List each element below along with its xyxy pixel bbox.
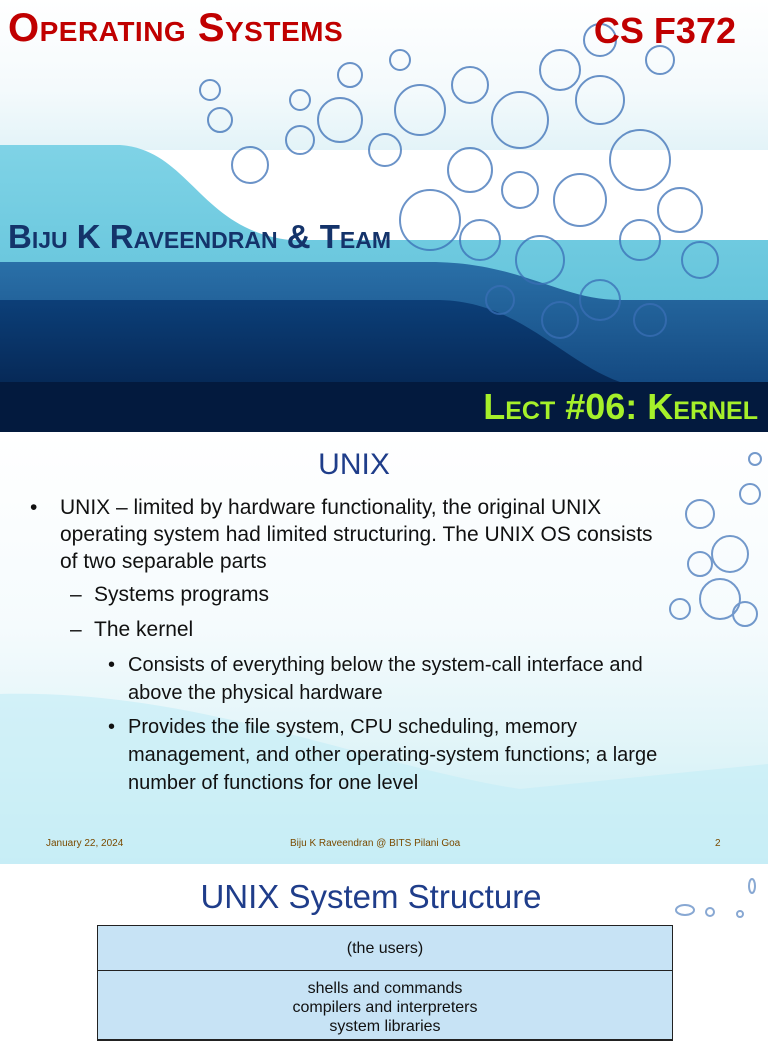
bullet-item <box>30 494 670 575</box>
system-programs-layer <box>98 971 672 1040</box>
kernel-item <box>30 713 670 797</box>
footer-author: Biju K Raveendran @ BITS Pilani Goa <box>290 838 461 849</box>
sub-item-text: Systems programs <box>94 583 270 606</box>
dash-icon: – <box>70 618 82 641</box>
footer-date: January 22, 2024 <box>46 838 124 849</box>
bullet-dot-icon: • <box>108 716 116 738</box>
title-slide <box>0 0 768 432</box>
slide-body <box>30 494 670 803</box>
sub-item <box>30 616 670 643</box>
course-code: CS F372 <box>593 10 736 51</box>
kernel-item <box>30 651 670 707</box>
bullet-dot-icon: • <box>30 496 38 519</box>
background-waves <box>0 0 768 432</box>
kernel-item-text: Consists of everything below the system-call interface and above the physical hardware <box>128 654 643 704</box>
dash-icon: – <box>70 583 82 606</box>
layer-line: compilers and interpreters <box>292 999 478 1016</box>
sub-item-text: The kernel <box>94 618 194 641</box>
slide-title: UNIX <box>318 448 390 481</box>
bullet-text: UNIX – limited by hardware functionality, the original UNIX operating system had limited structuring. The UNIX OS consists of two separable parts <box>60 496 653 573</box>
layer-line: system libraries <box>329 1018 441 1035</box>
unix-structure-slide <box>0 866 768 1035</box>
users-layer: (the users) <box>98 926 672 971</box>
structure-diagram <box>97 925 673 1041</box>
page-number: 2 <box>715 838 721 849</box>
sub-item <box>30 581 670 608</box>
kernel-item-text: Provides the file system, CPU scheduling, memory management, and other operating-system functions; a large number of functions for one level <box>128 716 658 794</box>
slide-title: UNIX System Structure <box>200 878 542 915</box>
presentation-title: Operating Systems <box>8 6 344 50</box>
layer-line: shells and commands <box>307 980 463 997</box>
author-line: Biju K Raveendran & Team <box>8 218 392 255</box>
lecture-title: Lect #06: Kernel <box>483 386 758 427</box>
unix-slide <box>0 434 768 864</box>
bullet-dot-icon: • <box>108 654 116 676</box>
